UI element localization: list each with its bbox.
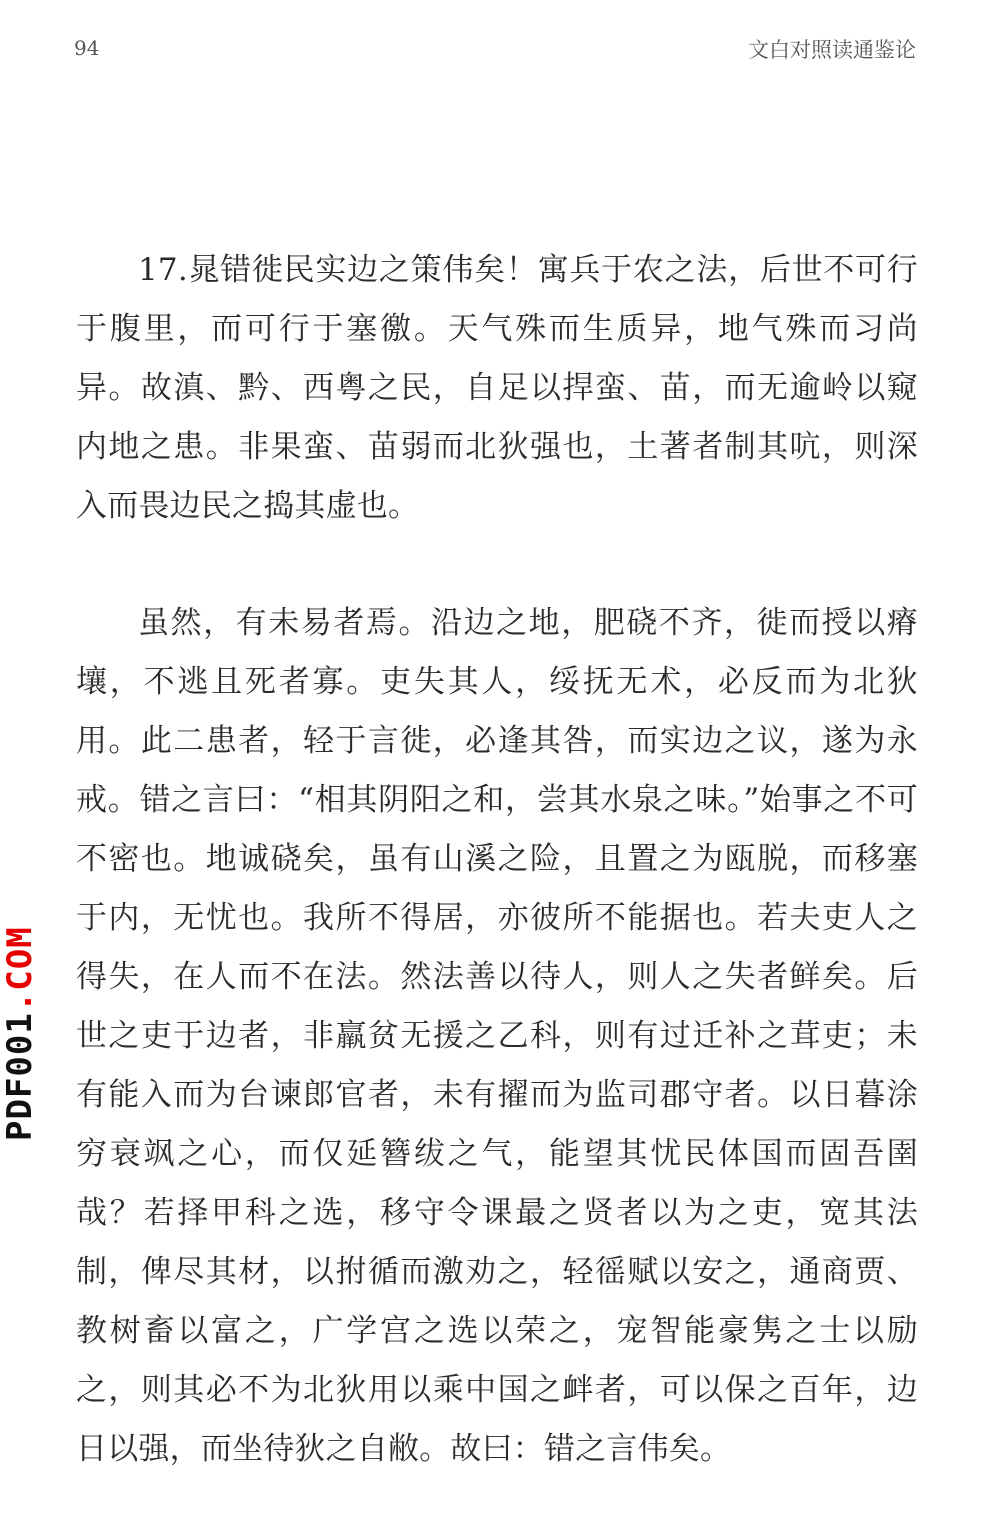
page-number: 94 bbox=[74, 36, 100, 60]
watermark-suffix: .COM bbox=[0, 926, 40, 1013]
paragraph-1: 17.晁错徙民实边之策伟矣！寓兵于农之法，后世不可行于腹里，而可行于塞徼。天气殊而生质异，地气殊而习尚异。故滇、黔、西粤之民，自足以捍蛮、苗，而无逾岭以窥内地之患。非果蛮、苗弱而北狄强也，土著者制其吭，则深入而畏边民之捣其虚也。 bbox=[76, 252, 918, 524]
watermark bbox=[2, 926, 38, 1141]
watermark-prefix: PDF001 bbox=[0, 1012, 40, 1141]
paragraph-2: 虽然，有未易者焉。沿边之地，肥硗不齐，徙而授以瘠壤，不逃且死者寡。吏失其人，绥抚无术，必反而为北狄用。此二患者，轻于言徙，必逢其咎，而实边之议，遂为永戒。错之言曰：“相其阴阳之和，尝其水泉之味。”始事之不可不密也。地诚硗矣，虽有山溪之险，且置之为瓯脱，而移塞于内，无忧也。我所不得居，亦彼所不能据也。若夫吏人之得失，在人而不在法。然法善以待人，则人之失者鲜矣。后世之吏于边者，非羸贫无援之乙科，则有过迁补之茸吏；未有能入而为台谏郎官者，未有擢而为监司郡守者。以日暮涂穷衰飒之心，而仅延簪绂之气，能望其忧民体国而固吾圉哉？若择甲科之选，移守令课最之贤者以为之吏，宽其法制，俾尽其材，以拊循而激劝之，轻徭赋以安之，通商贾、教树畜以富之，广学宫之选以荣之，宠智能豪隽之士以励之，则其必不为北狄用以乘中国之衅者，可以保之百年，边日以强，而坐待狄之自敝。故曰：错之言伟矣。 bbox=[76, 605, 918, 1467]
running-header-title: 文白对照读通鉴论 bbox=[748, 38, 916, 62]
